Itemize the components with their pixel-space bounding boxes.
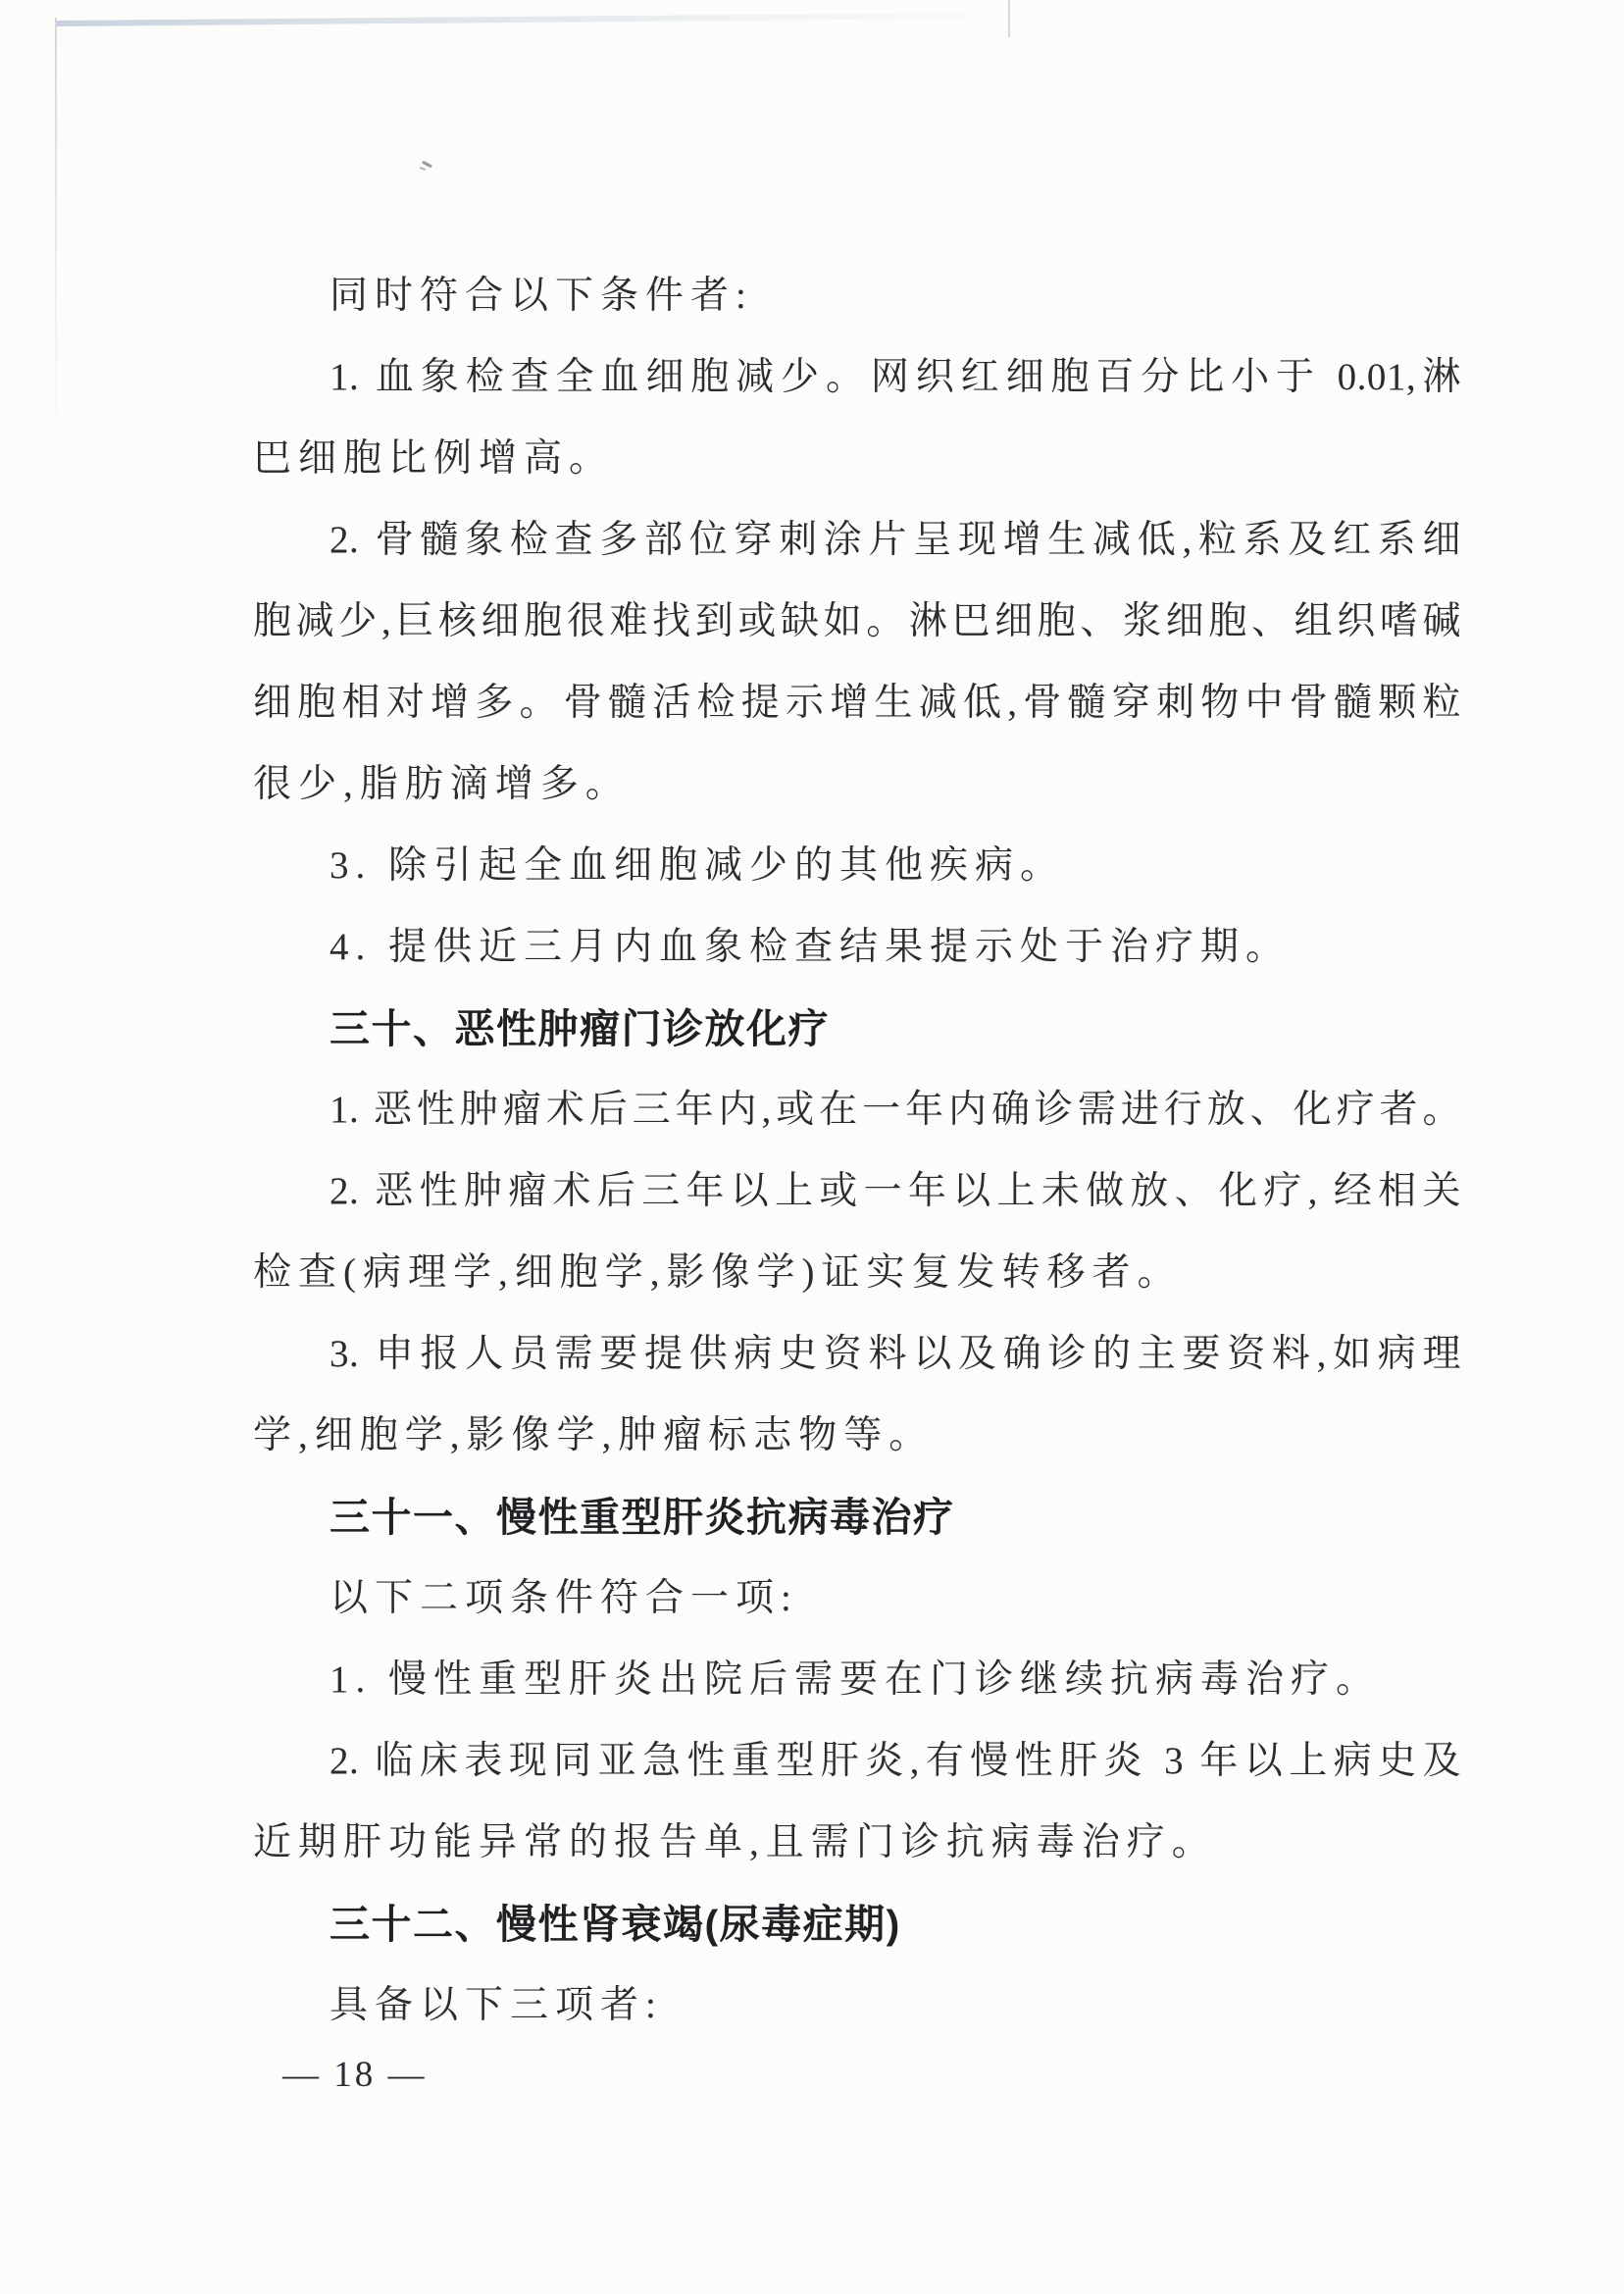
text-line: 3. 申报人员需要提供病史资料以及确诊的主要资料,如病理 — [330, 1333, 1461, 1375]
text-line: 近期肝功能异常的报告单,且需门诊抗病毒治疗。 — [253, 1821, 1217, 1863]
text-line: 2. 骨髓象检查多部位穿刺涂片呈现增生减低,粒系及红系细 — [330, 519, 1461, 561]
text-line: 同时符合以下条件者: — [330, 275, 753, 317]
text-line: 1. 恶性肿瘤术后三年内,或在一年内确诊需进行放、化疗者。 — [330, 1089, 1461, 1131]
text-line: 细胞相对增多。骨髓活检提示增生减低,骨髓穿刺物中骨髓颗粒 — [253, 682, 1461, 724]
document-body — [253, 273, 1461, 2064]
section-heading: 三十、恶性肿瘤门诊放化疗 — [330, 1006, 830, 1051]
text-line: 2. 临床表现同亚急性重型肝炎,有慢性肝炎 3 年以上病史及 — [330, 1740, 1461, 1782]
text-line: 胞减少,巨核细胞很难找到或缺如。淋巴细胞、浆细胞、组织嗜碱 — [253, 600, 1461, 642]
text-line: 检查(病理学,细胞学,影像学)证实复发转移者。 — [253, 1251, 1183, 1294]
text-line: 1. 血象检查全血细胞减少。网织红细胞百分比小于 0.01,淋 — [330, 356, 1461, 398]
text-line: 2. 恶性肿瘤术后三年以上或一年以上未做放、化疗, 经相关 — [330, 1170, 1461, 1212]
text-line: 学,细胞学,影像学,肿瘤标志物等。 — [253, 1414, 935, 1456]
page-number: — 18 — — [282, 2055, 428, 2095]
text-line: 4. 提供近三月内血象检查结果提示处于治疗期。 — [330, 926, 1292, 968]
text-line: 巴细胞比例增高。 — [253, 437, 615, 480]
text-line: 以下二项条件符合一项: — [330, 1577, 798, 1619]
text-line: 3. 除引起全血细胞减少的其他疾病。 — [330, 844, 1066, 887]
section-heading: 三十一、慢性重型肝炎抗病毒治疗 — [330, 1495, 955, 1540]
text-line: 很少,脂肪滴增多。 — [253, 763, 631, 805]
scan-artifact-smudge — [420, 160, 433, 172]
scan-artifact-vertical-tick — [1008, 0, 1010, 37]
text-line: 具备以下三项者: — [330, 1984, 663, 2026]
section-heading: 三十二、慢性肾衰竭(尿毒症期) — [330, 1902, 901, 1947]
scan-artifact-left-edge — [55, 18, 57, 439]
text-line: 1. 慢性重型肝炎出院后需要在门诊继续抗病毒治疗。 — [330, 1658, 1382, 1701]
